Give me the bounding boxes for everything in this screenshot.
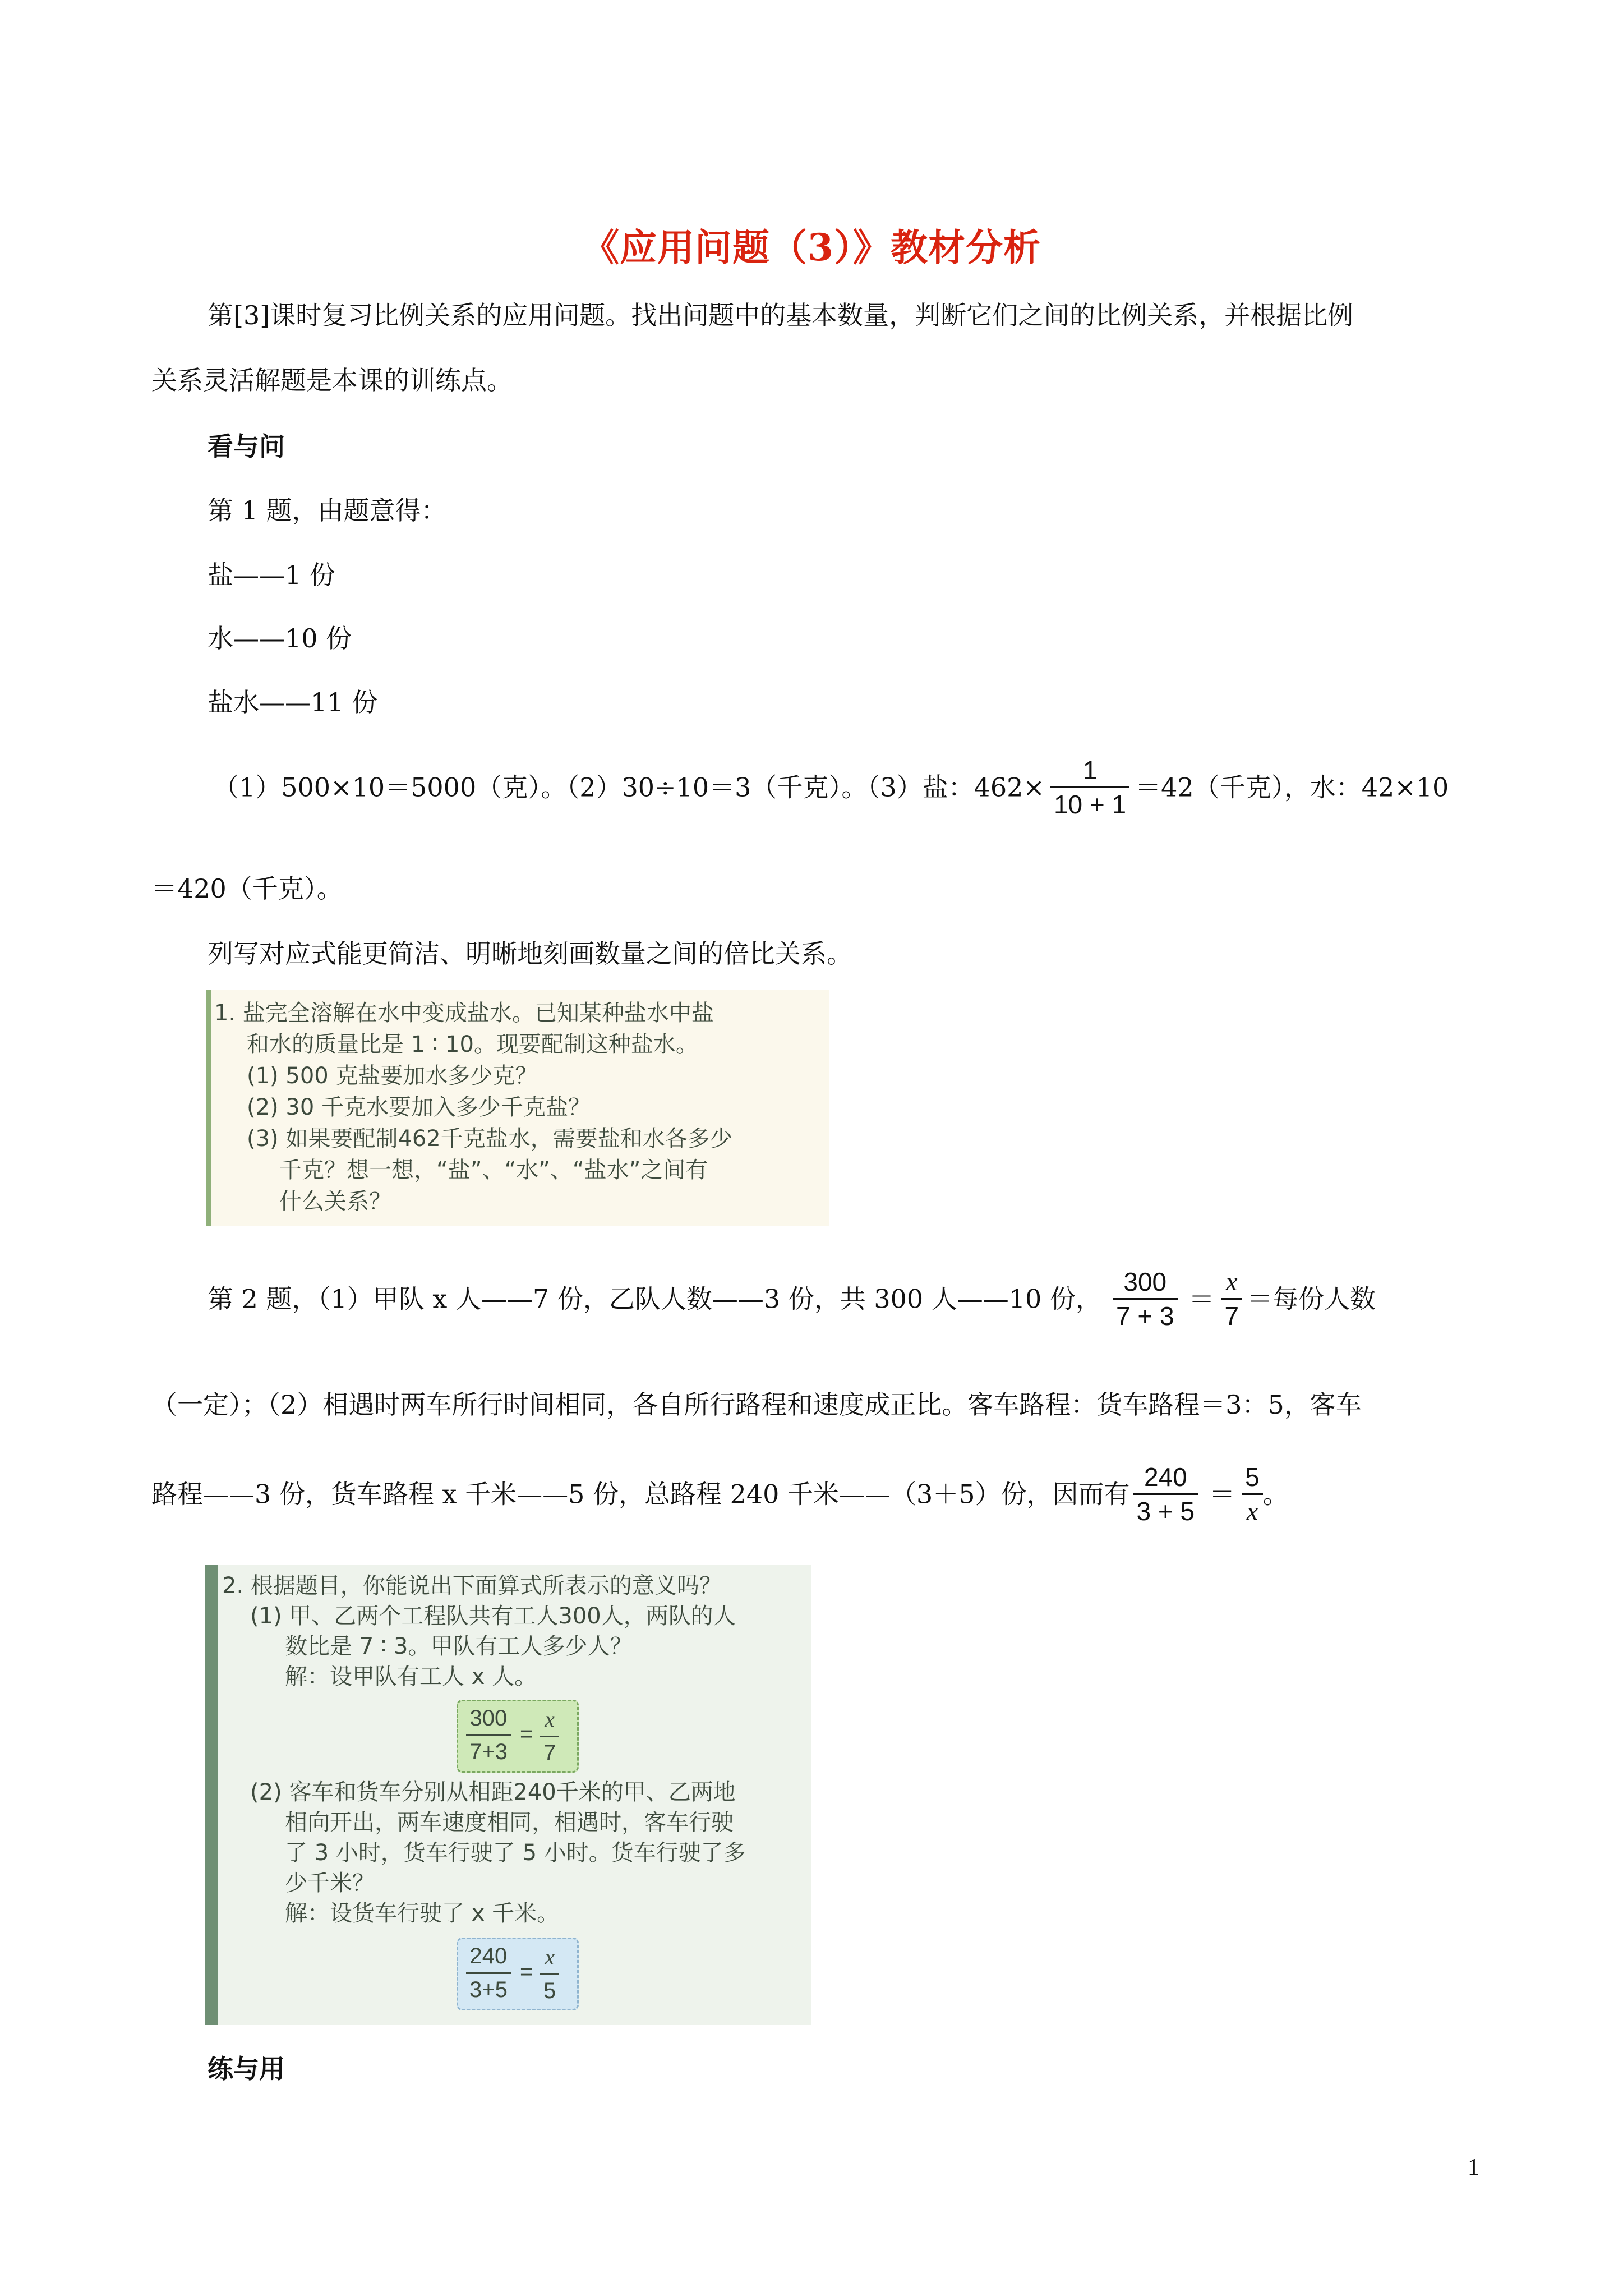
- excerpt-1-line: 和水的质量比是 1 ∶ 10。现要配制这种盐水。: [247, 1032, 698, 1057]
- excerpt-2-line: 少千米？: [285, 1870, 375, 1896]
- excerpt-2-line: (1) 甲、乙两个工程队共有工人300人，两队的人: [250, 1603, 736, 1629]
- textbook-excerpt-1: [206, 990, 829, 1226]
- q2-text-b: ＝每份人数: [1247, 1283, 1376, 1314]
- eq2-fraction-a-denominator: 3+5: [466, 1972, 511, 2003]
- equation-2-box: [457, 1938, 579, 2010]
- eq2-fraction-b: [540, 1944, 559, 2004]
- q2-fraction-4: [1242, 1464, 1263, 1524]
- q2-fraction-2-numerator: x: [1226, 1267, 1238, 1296]
- page-title: 《应用问题（3）》教材分析: [582, 226, 1041, 269]
- eq2-fraction-a-numerator: 240: [469, 1944, 508, 1968]
- intro-paragraph-line1: 第[3]课时复习比例关系的应用问题。找出问题中的基本数量，判断它们之间的比例关系，并根据比例: [208, 300, 1354, 330]
- q2-line1: [208, 1269, 1376, 1329]
- excerpt-1-line: (1) 500 克盐要加水多少克？: [247, 1063, 538, 1089]
- q2-fraction-1-denominator: 7 + 3: [1113, 1298, 1178, 1329]
- intro-paragraph-line2: 关系灵活解题是本课的训练点。: [151, 365, 513, 395]
- q2-text-a: 第 2 题，（1）甲队 x 人——7 份，乙队人数——3 份，共 300 人——10 份，: [208, 1283, 1101, 1314]
- eq1-fraction-b-numerator: x: [545, 1706, 555, 1732]
- q1-note: 列写对应式能更简洁、明晰地刻画数量之间的倍比关系。: [208, 938, 852, 969]
- eq2-equals: =: [520, 1959, 533, 1984]
- q1-brine: 盐水——11 份: [208, 687, 378, 717]
- eq1-fraction-b: [540, 1706, 559, 1766]
- eq2-fraction-b-numerator: x: [545, 1944, 555, 1970]
- eq1-fraction-a: [466, 1706, 511, 1765]
- q2-fraction-2: [1221, 1269, 1243, 1329]
- q2-fraction-3-denominator: 3 + 5: [1133, 1493, 1198, 1524]
- q2-equals-2: ＝: [1209, 1479, 1235, 1510]
- eq2-fraction-b-denominator: 5: [540, 1973, 559, 2004]
- eq1-fraction-b-denominator: 7: [540, 1736, 559, 1766]
- excerpt-1-line: (3) 如果要配制462千克盐水，需要盐和水各多少: [247, 1126, 732, 1152]
- q1-answer-text-a: （1）500×10＝5000（克）。（2）30÷10＝3（千克）。（3）盐：462×: [213, 772, 1045, 803]
- section-heading-look-and-ask: 看与问: [208, 431, 285, 462]
- excerpt-2-line: 2. 根据题目，你能说出下面算式所表示的意义吗？: [222, 1573, 722, 1599]
- q2-line2: （一定）；（2）相遇时两车所行时间相同，各自所行路程和速度成正比。客车路程：货车路程＝3：5，客车: [151, 1389, 1362, 1420]
- excerpt-1-line: 千克？想一想，“盐”、“水”、“盐水”之间有: [279, 1157, 708, 1183]
- q1-answer-line2: ＝420（千克）。: [151, 873, 343, 904]
- q2-fraction-2-denominator: 7: [1221, 1298, 1243, 1329]
- q2-fraction-3-numerator: 240: [1144, 1462, 1187, 1492]
- q1-water: 水——10 份: [208, 623, 352, 654]
- q2-line3: [151, 1464, 1289, 1524]
- excerpt-2-line: (2) 客车和货车分别从相距240千米的甲、乙两地: [250, 1779, 736, 1805]
- q1-fraction: [1050, 757, 1129, 817]
- eq1-equals: =: [520, 1722, 533, 1746]
- page-number: 1: [1468, 2155, 1479, 2180]
- excerpt-2-line: 数比是 7 ∶ 3。甲队有工人多少人？: [285, 1634, 633, 1659]
- eq1-fraction-a-denominator: 7+3: [466, 1734, 511, 1765]
- excerpt-1-edge: [206, 990, 211, 1226]
- q2-fraction-1: [1113, 1269, 1178, 1329]
- eq1-fraction-a-numerator: 300: [469, 1706, 508, 1731]
- excerpt-1-line: 什么关系？: [279, 1189, 391, 1214]
- section-heading-practice: 练与用: [208, 2054, 285, 2084]
- eq2-fraction-a: [466, 1944, 511, 2003]
- q1-lead: 第 1 题，由题意得：: [208, 495, 447, 526]
- textbook-excerpt-2: [205, 1565, 811, 2025]
- q2-line3-text: 路程——3 份，货车路程 x 千米——5 份，总路程 240 千米——（3＋5）份，因而有: [151, 1479, 1130, 1510]
- q2-fraction-4-denominator: x: [1242, 1493, 1263, 1524]
- q2-fraction-1-numerator: 300: [1123, 1267, 1167, 1296]
- excerpt-1-line: (2) 30 千克水要加入多少千克盐？: [247, 1094, 591, 1120]
- q2-end: 。: [1262, 1479, 1289, 1510]
- q1-answer-text-b: ＝42（千克），水：42×10: [1135, 772, 1449, 803]
- excerpt-2-edge: [205, 1565, 218, 2025]
- q1-fraction-numerator: 1: [1082, 756, 1098, 785]
- excerpt-1-line: 1. 盐完全溶解在水中变成盐水。已知某种盐水中盐: [214, 1000, 714, 1026]
- excerpt-2-line: 了 3 小时，货车行驶了 5 小时。货车行驶了多: [285, 1840, 746, 1866]
- q1-salt: 盐——1 份: [208, 560, 335, 590]
- excerpt-2-line: 相向开出，两车速度相同，相遇时，客车行驶: [285, 1810, 734, 1835]
- equation-1-box: [457, 1700, 579, 1773]
- excerpt-2-line: 解：设甲队有工人 x 人。: [285, 1664, 537, 1690]
- q2-equals: ＝: [1188, 1283, 1215, 1314]
- excerpt-2-line: 解：设货车行驶了 x 千米。: [285, 1901, 560, 1926]
- q2-fraction-4-numerator: 5: [1245, 1462, 1260, 1492]
- q1-fraction-denominator: 10 + 1: [1050, 786, 1129, 817]
- q2-fraction-3: [1133, 1464, 1198, 1524]
- q1-answer-line1: [213, 757, 1449, 817]
